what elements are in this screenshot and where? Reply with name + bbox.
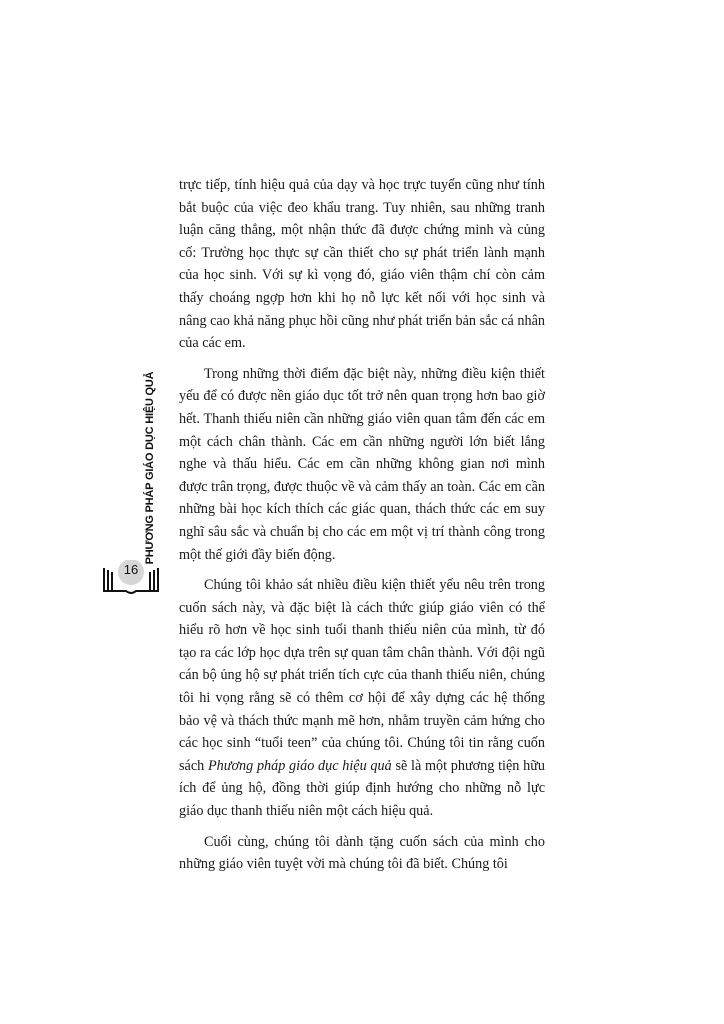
paragraph-3 [179,574,545,823]
running-header: PHƯƠNG PHÁP GIÁO DỤC HIỆU QUẢ [144,371,156,565]
page-number-badge [102,560,160,596]
paragraph-4: Cuối cùng, chúng tôi dành tặng cuốn sách của mình cho những giáo viên tuyệt vời mà chúng tôi đã biết. Chúng tôi [179,833,545,873]
body-text [179,174,545,876]
page-number: 16 [123,562,139,577]
paragraph-2: Trong những thời điểm đặc biệt này, những điều kiện thiết yếu để có được nền giáo dục tốt trở nên quan trọng hơn bao giờ hết. Thanh thiếu niên cần những giáo viên quan tâm đến các em một cách chân thành. Các em cần những người lớn biết lắng nghe và thấu hiểu. Các em cần những không gian nơi mình được trân trọng, được thuộc về và cảm thấy an toàn. Các em cần những bài học kích thích các giác quan, thách thức các em suy nghĩ sâu sắc và chuẩn bị cho các em một vị trí thành công trong một thế giới đầy biến động. [179,365,545,563]
paragraph-1: trực tiếp, tính hiệu quả của dạy và học trực tuyến cũng như tính bắt buộc của việc đeo khẩu trang. Tuy nhiên, sau những tranh luận căng thẳng, một nhận thức đã được chứng minh và củng cố: Trường học thực sự cần thiết cho sự phát triển lành mạnh của học sinh. Với sự kì vọng đó, giáo viên thậm chí còn cảm thấy choáng ngợp hơn khi họ nỗ lực kết nối với học sinh và nâng cao khả năng phục hồi cũng như phát triển bản sắc cá nhân của các em. [179,177,545,352]
paragraph-3-part-2: sẽ là một phương tiện hữu ích để ủng hộ, đồng thời giúp định hướng cho những nỗ lực giáo dục thanh thiếu niên một cách hiệu quả. [179,757,545,820]
book-title-italic: Phương pháp giáo dục hiệu quả [207,757,392,774]
paragraph-3-part-1: Chúng tôi khảo sát nhiều điều kiện thiết yếu nêu trên trong cuốn sách này, và đặc biệt là cách thức giúp giáo viên có thể hiểu rõ hơn về học sinh tuổi thanh thiếu niên của mình, từ đó tạo ra các lớp học dựa trên sự quan tâm chân thành. Với đội ngũ cán bộ ủng hộ sự phát triển tích cực của thanh thiếu niên, chúng tôi hi vọng rằng sẽ có thêm cơ hội để xây dựng các hệ thống bảo vệ và thách thức mạnh mẽ hơn, nhằm truyền cảm hứng cho các học sinh “tuổi teen” của chúng tôi. Chúng tôi tin rằng cuốn sách [179,577,545,774]
